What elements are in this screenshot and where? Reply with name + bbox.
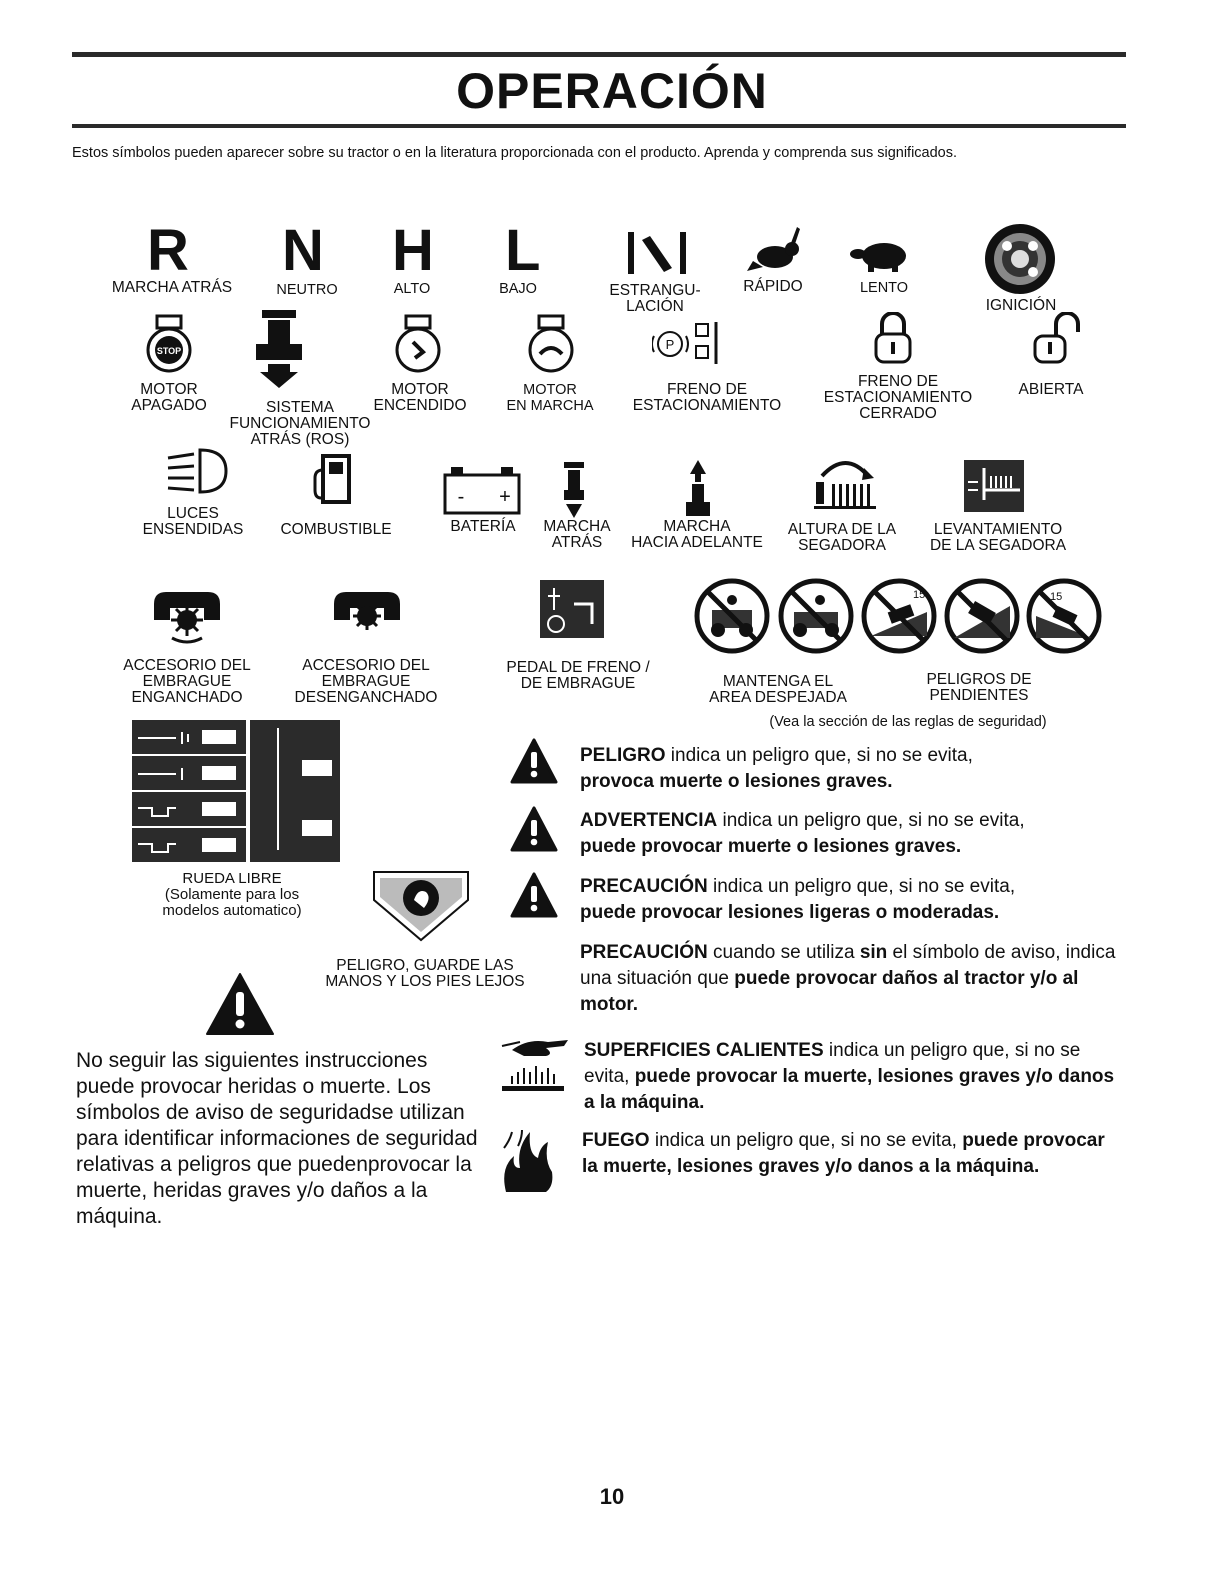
- title-underline: [72, 124, 1126, 128]
- see-safety-rules-note: (Vea la sección de las reglas de seguridad): [769, 714, 1047, 730]
- forward-direction-icon: [684, 458, 712, 520]
- hand-hazard-shield-icon: [372, 870, 470, 942]
- caution-definition: PRECAUCIÓN indica un peligro que, si no se evita, puede provocar lesiones ligeras o moderadas.: [580, 876, 1016, 923]
- rabbit-fast-icon: [745, 225, 807, 277]
- label-lights: LUCES ENSENDIDAS: [142, 505, 244, 538]
- keep-area-clear-icon-1: [692, 576, 772, 656]
- freewheel-panel: [132, 720, 340, 862]
- label-parking-locked: FRENO DE ESTACIONAMIENTO CERRADO: [823, 373, 973, 422]
- label-ros: SISTEMA FUNCIONAMIENTO ATRÁS (ROS): [229, 399, 371, 448]
- label-slow: LENTO: [859, 280, 909, 296]
- label-battery: BATERÍA: [450, 518, 516, 535]
- svg-text:15: 15: [1050, 591, 1063, 603]
- label-engine-run: MOTOR EN MARCHA: [506, 382, 594, 414]
- label-mower-lift: LEVANTAMIENTO DE LA SEGADORA: [929, 521, 1067, 554]
- engine-start-icon: [393, 314, 443, 374]
- svg-text:-: -: [457, 486, 465, 508]
- label-freewheel: RUEDA LIBRE (Solamente para los modelos automatico): [162, 870, 302, 919]
- label-open: ABIERTA: [1018, 381, 1084, 398]
- label-ignition: IGNICIÓN: [985, 297, 1057, 314]
- ignition-icon: [983, 222, 1057, 296]
- label-reverse-dir: MARCHA ATRÁS: [543, 518, 611, 551]
- choke-icon: [624, 228, 690, 278]
- keep-area-clear-icon-2: [776, 576, 856, 656]
- svg-text:+: +: [499, 486, 511, 508]
- label-mower-height: ALTURA DE LA SEGADORA: [787, 521, 897, 554]
- svg-text:STOP: STOP: [156, 346, 182, 356]
- padlock-open-icon: [1032, 312, 1084, 364]
- fire-icon: [500, 1128, 554, 1194]
- label-engine-off: MOTOR APAGADO: [131, 381, 207, 414]
- label-forward-dir: MARCHA HACIA ADELANTE: [631, 518, 763, 551]
- pto-disengaged-icon: [332, 590, 402, 636]
- ros-tractor-icon: [254, 308, 304, 390]
- slope-hazard-icon-2: [942, 576, 1022, 656]
- danger-definition: PELIGRO indica un peligro que, si no se evita, provoca muerte o lesiones graves.: [580, 745, 973, 792]
- label-pto-disengaged: ACCESORIO DEL EMBRAGUE DESENGANCHADO: [294, 657, 438, 706]
- notice-definition: PRECAUCIÓN cuando se utiliza sin el símbolo de aviso, indica una situación que puede provocar daños al tractor y/o al motor.: [580, 942, 1116, 1015]
- warning-definition: ADVERTENCIA indica un peligro que, si no se evita, puede provocar muerte o lesiones graves.: [580, 810, 1025, 857]
- warning-alert-icon: [510, 806, 558, 852]
- high-letter: H: [392, 218, 434, 283]
- neutral-letter: N: [282, 218, 324, 283]
- safety-alert-icon: [205, 972, 275, 1036]
- label-fuel: COMBUSTIBLE: [280, 521, 392, 538]
- intro-text: Estos símbolos pueden aparecer sobre su tractor o en la literatura proporcionada con el producto. Aprenda y comprenda sus significados.: [72, 145, 958, 161]
- fuel-pump-icon: [313, 454, 355, 504]
- fire-definition: FUEGO indica un peligro que, si no se evita, puede provocar la muerte, lesiones graves y/o danos a la máquina.: [582, 1130, 1105, 1177]
- battery-icon: [443, 467, 523, 515]
- mower-lift-icon: [964, 460, 1024, 512]
- headlight-icon: [166, 444, 230, 498]
- reverse-letter: R: [147, 218, 189, 283]
- brake-clutch-pedal-icon: [540, 580, 604, 638]
- label-choke: ESTRANGU- LACIÓN: [609, 282, 701, 315]
- turtle-slow-icon: [848, 238, 918, 274]
- page-number: 10: [599, 1484, 625, 1509]
- label-fast: RÁPIDO: [743, 278, 803, 295]
- safety-paragraph: No seguir las siguientes instrucciones puede provocar heridas o muerte. Los símbolos de aviso de seguridadse utilizan para identificar informaciones de seguridad relativas a peligros que puedenprovocar la muerte, heridas graves y/o daños a la máquina.: [76, 1049, 478, 1228]
- label-hands-feet: PELIGRO, GUARDE LAS MANOS Y LOS PIES LEJOS: [325, 957, 525, 990]
- engine-run-icon: [526, 314, 576, 374]
- label-low: BAJO: [499, 281, 537, 297]
- page-title: OPERACIÓN: [456, 63, 768, 119]
- label-keep-area-clear: MANTENGA EL AREA DESPEJADA: [709, 673, 847, 706]
- top-rule: [72, 52, 1126, 57]
- pto-engaged-icon: [152, 590, 222, 646]
- label-reverse: MARCHA ATRÁS: [111, 279, 233, 296]
- slope-hazard-icon-1: [859, 576, 939, 656]
- label-high: ALTO: [393, 281, 431, 297]
- label-slope-hazards: PELIGROS DE PENDIENTES: [926, 671, 1032, 704]
- caution-alert-icon: [510, 872, 558, 918]
- label-pto-engaged: ACCESORIO DEL EMBRAGUE ENGANCHADO: [123, 657, 251, 706]
- label-neutral: NEUTRO: [276, 282, 338, 298]
- label-engine-start: MOTOR ENCENDIDO: [373, 381, 467, 414]
- mower-height-icon: [812, 454, 878, 510]
- label-parking-brake: FRENO DE ESTACIONAMIENTO: [632, 381, 782, 414]
- engine-stop-icon: [144, 314, 194, 374]
- danger-alert-icon: [510, 738, 558, 784]
- hot-surface-icon: [498, 1036, 572, 1096]
- svg-text:P: P: [665, 337, 675, 352]
- svg-text:15: 15: [913, 589, 926, 601]
- padlock-closed-icon: [873, 312, 913, 364]
- low-letter: L: [505, 218, 541, 283]
- slope-hazard-icon-3: [1024, 576, 1104, 656]
- reverse-direction-icon: [560, 460, 588, 520]
- parking-brake-icon: [652, 318, 722, 368]
- label-brake-clutch-pedal: PEDAL DE FRENO / DE EMBRAGUE: [506, 659, 650, 692]
- hot-surface-definition: SUPERFICIES CALIENTES indica un peligro que, si no se evita, puede provocar la muerte, lesiones graves y/o danos a la máquina.: [584, 1040, 1115, 1113]
